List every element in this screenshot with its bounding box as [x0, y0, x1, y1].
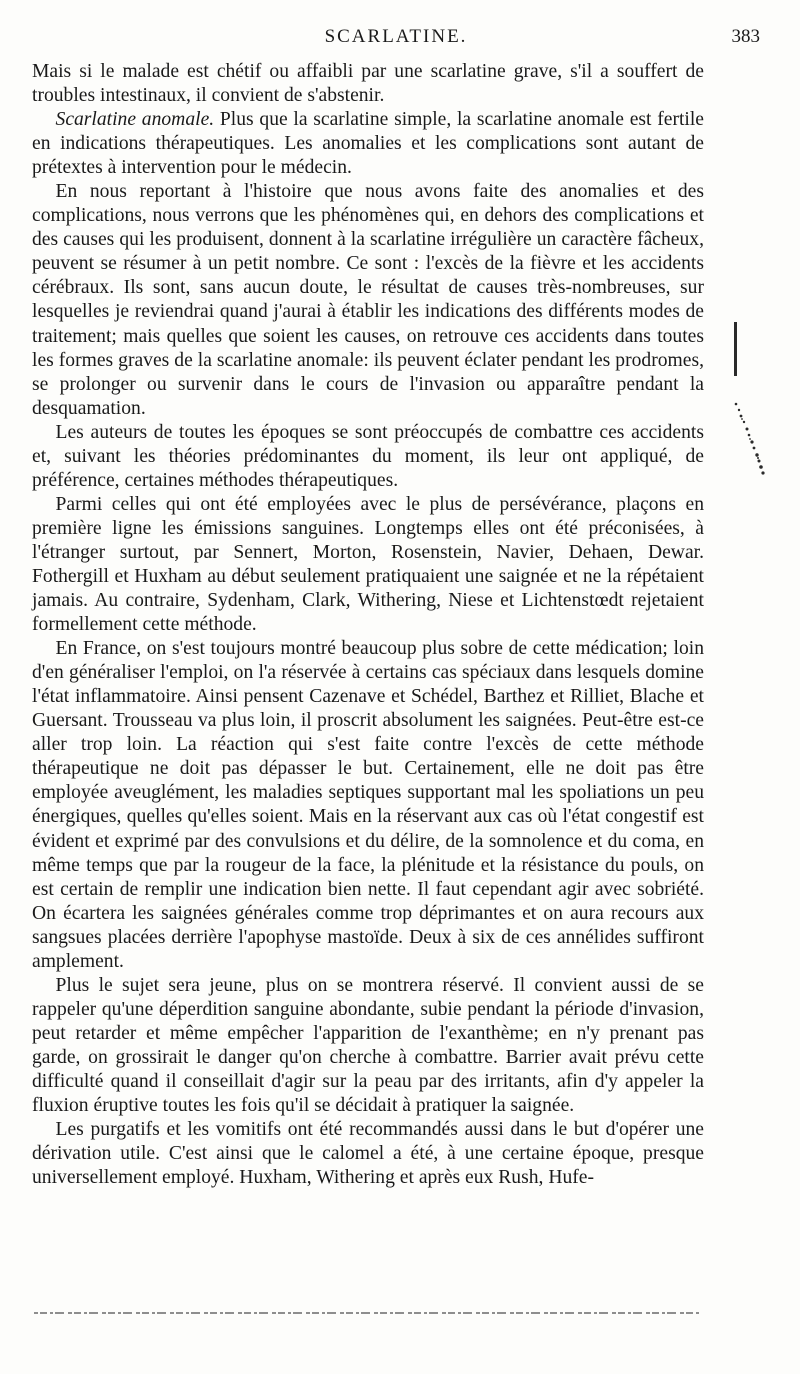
paragraph-5: [32, 493, 704, 637]
paragraph-text: Mais si le malade est chétif ou affaibli par une scarlatine grave, s'il a souffert de troubles intestinaux, il convient de s'abstenir.: [32, 61, 704, 107]
paragraph-text: Parmi celles qui ont été employées avec le plus de persévérance, plaçons en première ligne les émissions sanguines. Longtemps elles ont été préconisées, à l'étranger surtout, par Sennert, Morton, Rosenstein, Navier, Dehaen, Dewar. Fothergill et Huxham au début seulement pratiquaient une saignée et ne la répétaient jamais. Au contraire, Sydenham, Clark, Withering, Niese et Lichtenstœdt rejetaient formellement cette méthode.: [32, 493, 704, 636]
paragraph-text: En France, on s'est toujours montré beaucoup plus sobre de cette médication; loin d'en généraliser l'emploi, on l'a réservée à certains cas spéciaux dans lesquels domine l'état inflammatoire. Ainsi pensent Cazenave et Schédel, Barthez et Rilliet, Blache et Guersant. Trousseau va plus loin, il proscrit absolument les saignées. Peut-être est-ce aller trop loin. La réaction qui s'est faite contre l'excès de cette méthode thérapeutique ne doit pas dépasser le but. Certainement, elle ne doit pas être employée aveuglément, les maladies septiques supportant mal les spoliations un peu énergiques, quelles qu'elles soient. Mais en la réservant aux cas où l'état congestif est évident et exprimé par des convulsions et du délire, de la somnolence et du coma, en même temps que par la rougeur de la face, la plénitude et la résistance du pouls, on est certain de remplir une indication bien nette. Il faut cependant agir avec sobriété. On écartera les saignées générales comme trop déprimantes et on aura recours aux sangsues placées derrière l'apophyse mastoïde. Deux à six de ces annélides suffiront amplement.: [32, 638, 704, 972]
paragraph-3: [32, 180, 704, 420]
paragraph-6: [32, 637, 704, 974]
paragraph-text: Plus le sujet sera jeune, plus on se montrera réservé. Il convient aussi de se rappeler qu'une déperdition sanguine abondante, subie pendant la période d'invasion, peut retarder et même empêcher l'apparition de l'exanthème; en n'y prenant pas garde, on grossirait le danger qu'on cherche à combattre. Barrier avait prévu cette difficulté quand il conseillait d'agir sur la peau par des irritants, afin d'y appeler la fluxion éruptive toutes les fois qu'il se décidait à pratiquer la saignée.: [32, 974, 704, 1117]
paragraph-1: [32, 60, 704, 108]
margin-annotation-mark: [728, 400, 768, 480]
paragraph-4: [32, 421, 704, 493]
page-header: [32, 26, 760, 56]
section-heading-italic: Scarlatine anomale.: [55, 109, 215, 131]
margin-vertical-mark: [734, 322, 737, 376]
paragraph-text: Plus que la scarlatine simple, la scarlatine anomale est fertile en indications thérapeutiques. Les anomalies et les complications sont autant de prétextes à intervention pour le médecin.: [32, 109, 704, 179]
paragraph-7: [32, 974, 704, 1118]
body-text: [32, 60, 704, 1190]
paragraph-text: Les purgatifs et les vomitifs ont été recommandés aussi dans le but d'opérer une dérivation utile. C'est ainsi que le calomel a été, à une certaine époque, presque universellement employé. Huxham, Withering et après eux Rush, Hufe-: [32, 1119, 704, 1189]
page-number: 383: [731, 26, 760, 47]
running-title: SCARLATINE.: [324, 26, 468, 47]
paragraph-text: Les auteurs de toutes les époques se sont préoccupés de combattre ces accidents et, suivant les théories prédominantes du moment, ils leur ont appliqué, de préférence, certaines méthodes thérapeutiques.: [32, 421, 704, 491]
footer-dotted-rule: [34, 1310, 700, 1316]
paragraph-8: [32, 1118, 704, 1190]
paragraph-text: En nous reportant à l'histoire que nous avons faite des anomalies et des complications, nous verrons que les phénomènes qui, en dehors des complications et des causes qui les produisent, donnent à la scarlatine irrégulière un caractère fâcheux, peuvent se résumer à un petit nombre. Ce sont : l'excès de la fièvre et les accidents cérébraux. Ils sont, sans aucun doute, le résultat de causes très-nombreuses, sur lesquelles je reviendrai quand j'aurai à établir les indications des différents modes de traitement; mais quelles que soient les causes, on retrouve ces accidents dans toutes les formes graves de la scarlatine anomale: ils peuvent éclater pendant les prodromes, se prolonger ou survenir dans le cours de l'invasion ou apparaître pendant la desquamation.: [32, 181, 704, 419]
paragraph-2: [32, 108, 704, 180]
